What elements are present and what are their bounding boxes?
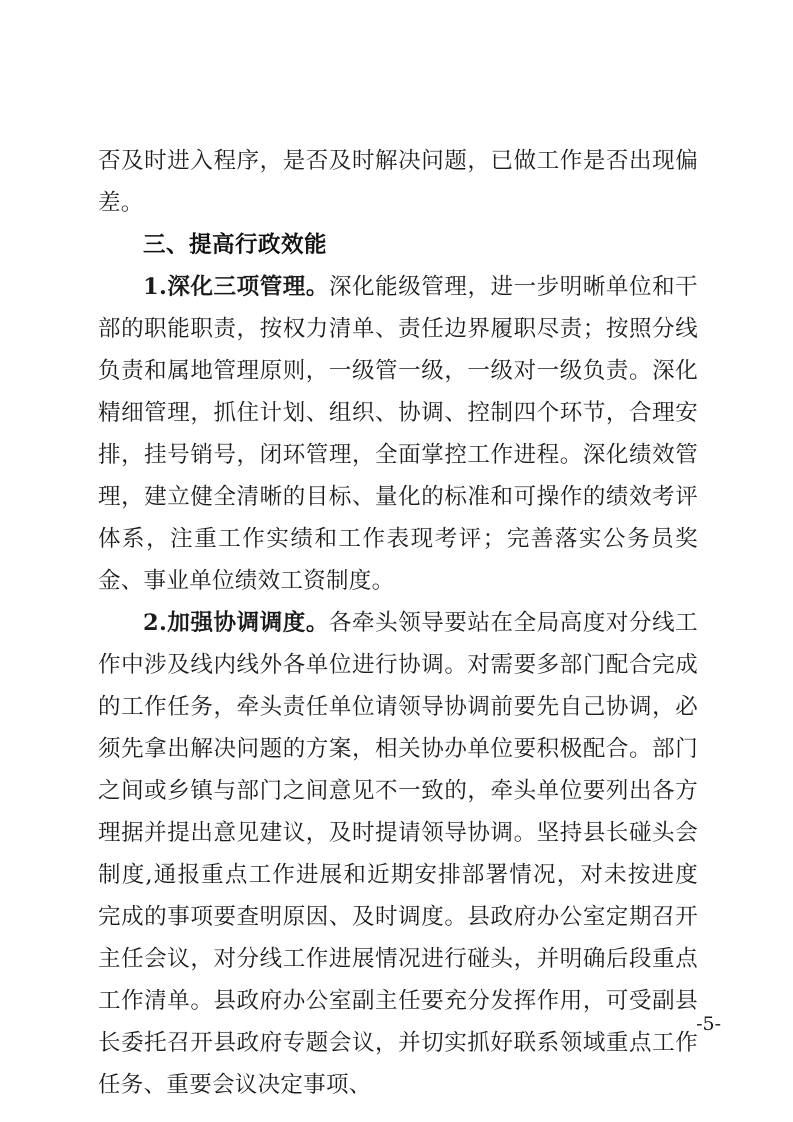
paragraph-item-2-text: 各牵头领导要站在全局高度对分线工作中涉及线内线外各单位进行协调。对需要多部门配合完成的工作任务，牵头责任单位请领导协调前要先自己协调，必须先拿出解决问题的方案，相关协办单位要积极配合。部门之间或乡镇与部门之间意见不一致的，牵头单位要列出各方理据并提出意见建议，及时提请领导协调。坚持县长碰头会制度,通报重点工作进展和近期安排部署情况，对未按进度完成的事项要查明原因、及时调度。县政府办公室定期召开主任会议，对分线工作进展情况进行碰头，并明确后段重点工作清单。县政府办公室副主任要充分发挥作用，可受副县长委托召开县政府专题会议，并切实抓好联系领域重点工作任务、重要会议决定事项、 — [98, 610, 698, 1098]
paragraph-item-2 — [98, 602, 698, 1106]
paragraph-item-1 — [98, 266, 698, 602]
section-heading: 三、提高行政效能 — [143, 232, 328, 258]
paragraph-continued: 否及时进入程序，是否及时解决问题，已做工作是否出现偏差。 — [98, 148, 698, 216]
paragraph-item-1-lead: 1.深化三项管理。 — [143, 274, 329, 300]
page-number: -5- — [696, 1013, 721, 1035]
paragraph-item-1-text: 深化能级管理，进一步明晰单位和干部的职能职责，按权力清单、责任边界履职尽责；按照分线负责和属地管理原则，一级管一级，一级对一级负责。深化精细管理，抓住计划、组织、协调、控制四个环节，合理安排，挂号销号，闭环管理，全面掌控工作进程。深化绩效管理，建立健全清晰的目标、量化的标准和可操作的绩效考评体系，注重工作实绩和工作表现考评；完善落实公务员奖金、事业单位绩效工资制度。 — [98, 274, 698, 594]
document-body — [98, 140, 698, 1106]
paragraph-item-2-lead: 2.加强协调调度。 — [143, 610, 329, 636]
